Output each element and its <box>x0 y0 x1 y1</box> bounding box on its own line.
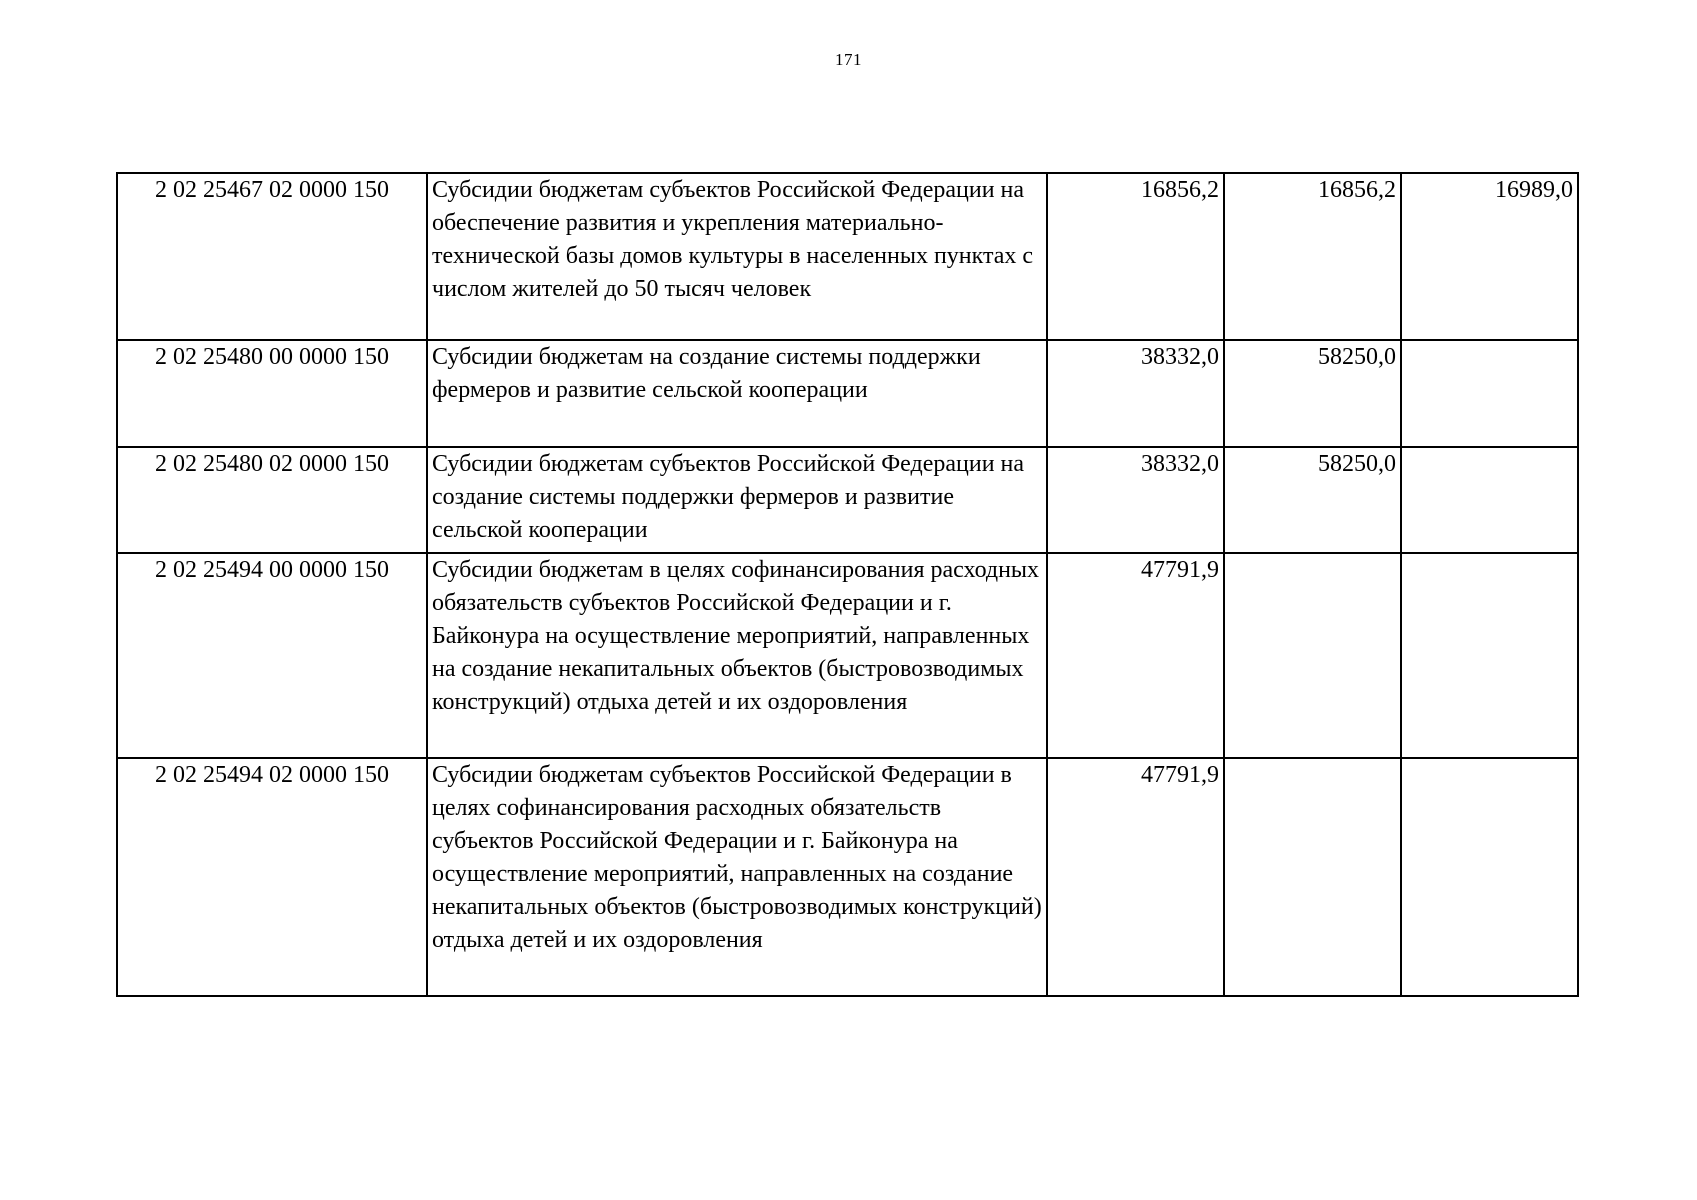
description-cell: Субсидии бюджетам на создание системы поддержки фермеров и развитие сельской кооперации <box>427 340 1047 447</box>
table-row <box>117 340 1578 447</box>
description-cell: Субсидии бюджетам субъектов Российской Федерации на обеспечение развития и укрепления материально-технической базы домов культуры в населенных пунктах с числом жителей до 50 тысяч человек <box>427 173 1047 340</box>
amount-cell-2 <box>1224 553 1401 758</box>
amount-cell-1: 38332,0 <box>1047 340 1224 447</box>
amount-cell-3 <box>1401 553 1578 758</box>
amount-cell-3 <box>1401 340 1578 447</box>
budget-code-cell: 2 02 25494 00 0000 150 <box>117 553 427 758</box>
table-row <box>117 173 1578 340</box>
amount-cell-2: 58250,0 <box>1224 447 1401 553</box>
table-row <box>117 758 1578 996</box>
description-cell: Субсидии бюджетам субъектов Российской Федерации в целях софинансирования расходных обязательств субъектов Российской Федерации и г. Байконура на осуществление мероприятий, направленных на создание некапитальных объектов (быстровозводимых конструкций) отдыха детей и их оздоровления <box>427 758 1047 996</box>
amount-cell-2 <box>1224 758 1401 996</box>
amount-cell-3 <box>1401 447 1578 553</box>
budget-code-cell: 2 02 25467 02 0000 150 <box>117 173 427 340</box>
amount-cell-2: 16856,2 <box>1224 173 1401 340</box>
amount-cell-1: 16856,2 <box>1047 173 1224 340</box>
amount-cell-3 <box>1401 758 1578 996</box>
table-row <box>117 553 1578 758</box>
amount-cell-1: 47791,9 <box>1047 758 1224 996</box>
page-number: 171 <box>835 50 862 69</box>
table-row <box>117 447 1578 553</box>
amount-cell-1: 47791,9 <box>1047 553 1224 758</box>
amount-cell-3: 16989,0 <box>1401 173 1578 340</box>
amount-cell-2: 58250,0 <box>1224 340 1401 447</box>
budget-code-cell: 2 02 25480 00 0000 150 <box>117 340 427 447</box>
budget-code-cell: 2 02 25480 02 0000 150 <box>117 447 427 553</box>
description-cell: Субсидии бюджетам субъектов Российской Федерации на создание системы поддержки фермеров и развитие сельской кооперации <box>427 447 1047 553</box>
description-cell: Субсидии бюджетам в целях софинансирования расходных обязательств субъектов Российской Федерации и г. Байконура на осуществление мероприятий, направленных на создание некапитальных объектов (быстровозводимых конструкций) отдыха детей и их оздоровления <box>427 553 1047 758</box>
budget-code-cell: 2 02 25494 02 0000 150 <box>117 758 427 996</box>
amount-cell-1: 38332,0 <box>1047 447 1224 553</box>
budget-table <box>116 172 1579 997</box>
